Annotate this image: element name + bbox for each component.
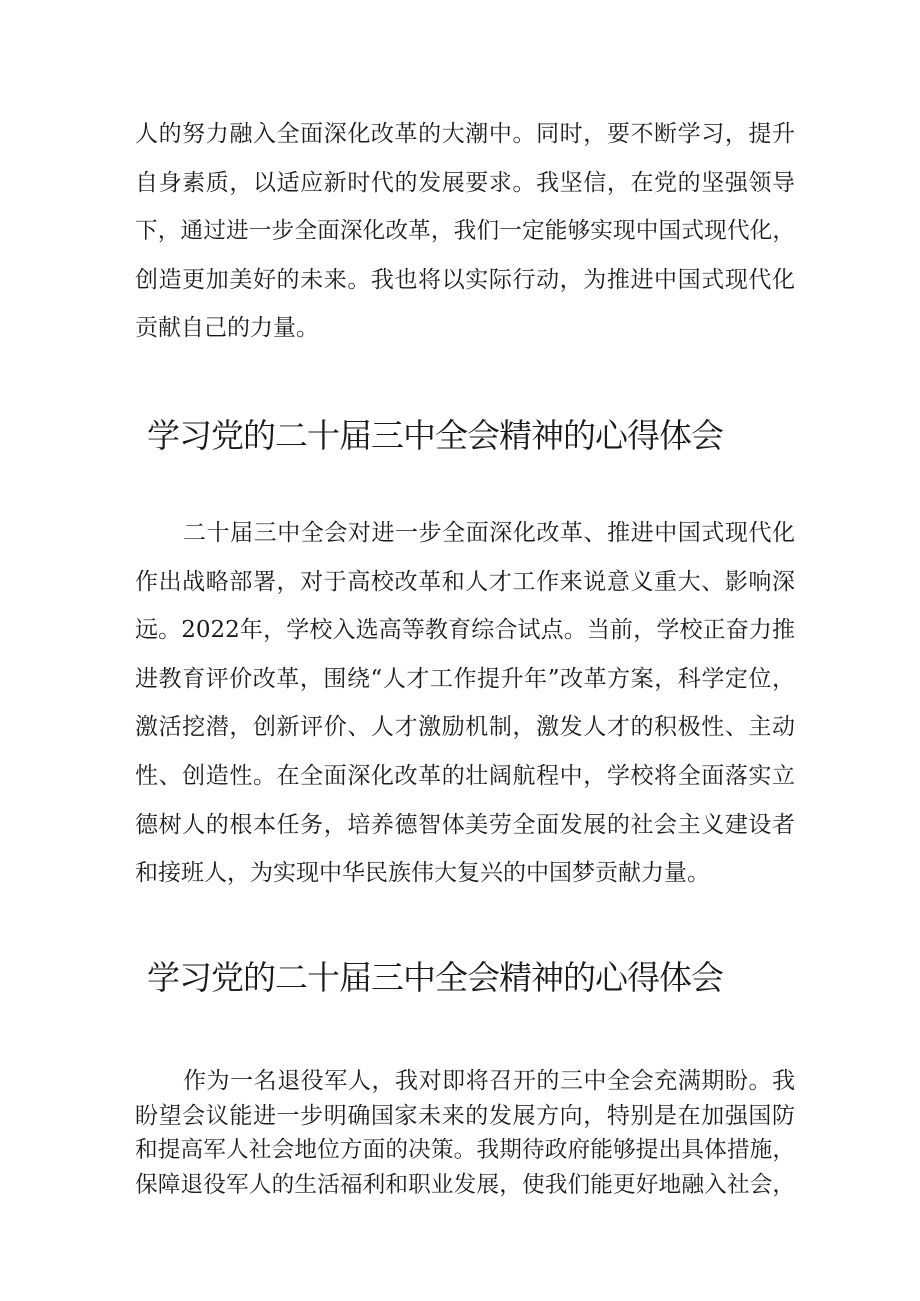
text-line: 性、创造性。在全面深化改革的壮阔航程中，学校将全面落实立 <box>135 762 795 789</box>
text-line: 远。2022年，学校入选高等教育综合试点。当前，学校正奋力推 <box>135 617 795 644</box>
text-line: 自身素质，以适应新时代的发展要求。我坚信，在党的坚强领导 <box>135 169 795 196</box>
text-line: 德树人的根本任务，培养德智体美劳全面发展的社会主义建设者 <box>135 811 795 838</box>
paragraph-continuation <box>135 110 795 353</box>
text-line: 下，通过进一步全面深化改革，我们一定能够实现中国式现代化， <box>135 218 795 244</box>
text-line: 盼望会议能进一步明确国家未来的发展方向，特别是在加强国防 <box>135 1102 795 1129</box>
paragraph-university <box>135 509 795 898</box>
text-line: 人的努力融入全面深化改革的大潮中。同时，要不断学习，提升 <box>135 121 795 147</box>
text-line: 二十届三中全会对进一步全面深化改革、推进中国式现代化 <box>183 520 795 546</box>
text-line: 和接班人，为实现中华民族伟大复兴的中国梦贡献力量。 <box>135 860 710 887</box>
text-line: 进教育评价改革，围绕“人才工作提升年”改革方案，科学定位， <box>135 665 795 692</box>
text-line: 保障退役军人的生活福利和职业发展，使我们能更好地融入社会， <box>135 1171 795 1198</box>
section-heading: 学习党的二十届三中全会精神的心得体会 <box>147 958 723 997</box>
section-heading: 学习党的二十届三中全会精神的心得体会 <box>147 416 723 455</box>
text-line: 创造更加美好的未来。我也将以实际行动，为推进中国式现代化 <box>135 266 795 293</box>
text-line: 贡献自己的力量。 <box>135 315 319 341</box>
text-line: 作为一名退役军人，我对即将召开的三中全会充满期盼。我 <box>183 1068 795 1094</box>
text-line: 和提高军人社会地位方面的决策。我期待政府能够提出具体措施， <box>135 1137 795 1163</box>
text-line: 作出战略部署，对于高校改革和人才工作来说意义重大、影响深 <box>135 568 795 595</box>
paragraph-veteran <box>135 1064 795 1202</box>
text-line: 激活挖潜，创新评价、人才激励机制，激发人才的积极性、主动 <box>135 714 795 741</box>
